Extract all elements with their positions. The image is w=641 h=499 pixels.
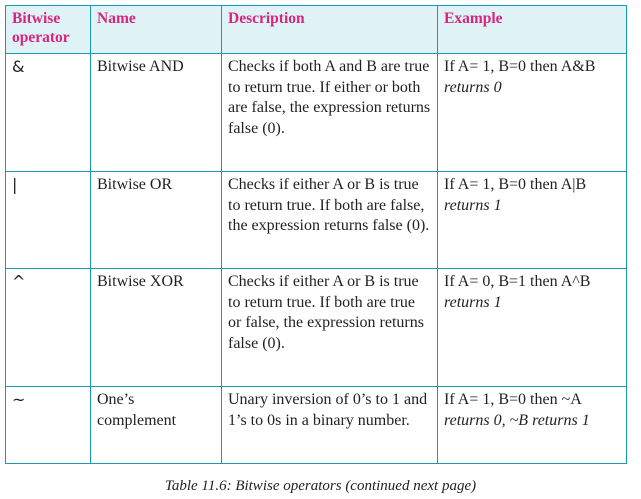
description-cell: Checks if both A and B are true to return true. If either or both are false, the expression returns false (0). [222, 54, 438, 172]
example-result: returns 0, ~B returns 1 [444, 411, 590, 429]
name-cell: One’s complement [91, 387, 222, 464]
operator-cell: & [6, 54, 91, 172]
bitwise-operators-table [5, 5, 627, 464]
table-row [6, 172, 627, 269]
table-row [6, 269, 627, 387]
name-cell: Bitwise OR [91, 172, 222, 269]
example-text: If A= 0, B=1 then A^B [444, 273, 591, 290]
example-result: returns 1 [444, 196, 502, 214]
description-cell: Checks if either A or B is true to return true. If both are true or false, the expression returns false (0). [222, 269, 438, 387]
table-header-row [6, 6, 627, 54]
table-row [6, 387, 627, 464]
example-cell [438, 172, 627, 269]
header-name: Name [91, 6, 222, 54]
example-result: returns 1 [444, 293, 502, 311]
table-caption: Table 11.6: Bitwise operators (continued next page) [164, 478, 477, 494]
description-cell: Unary inversion of 0’s to 1 and 1’s to 0s in a binary number. [222, 387, 438, 464]
header-example: Example [438, 6, 627, 54]
example-result: returns 0 [444, 78, 502, 96]
operator-cell: | [6, 172, 91, 269]
example-text: If A= 1, B=0 then A|B [444, 176, 587, 193]
example-cell [438, 387, 627, 464]
example-cell [438, 269, 627, 387]
name-cell: Bitwise AND [91, 54, 222, 172]
operator-cell: ~ [6, 387, 91, 464]
example-text: If A= 1, B=0 then A&B [444, 58, 596, 75]
header-operator: Bitwise operator [6, 6, 91, 54]
table-row [6, 54, 627, 172]
name-cell: Bitwise XOR [91, 269, 222, 387]
description-cell: Checks if either A or B is true to return true. If both are false, the expression returns false (0). [222, 172, 438, 269]
operator-cell: ^ [6, 269, 91, 387]
example-text: If A= 1, B=0 then ~A [444, 391, 581, 408]
header-description: Description [222, 6, 438, 54]
example-cell [438, 54, 627, 172]
